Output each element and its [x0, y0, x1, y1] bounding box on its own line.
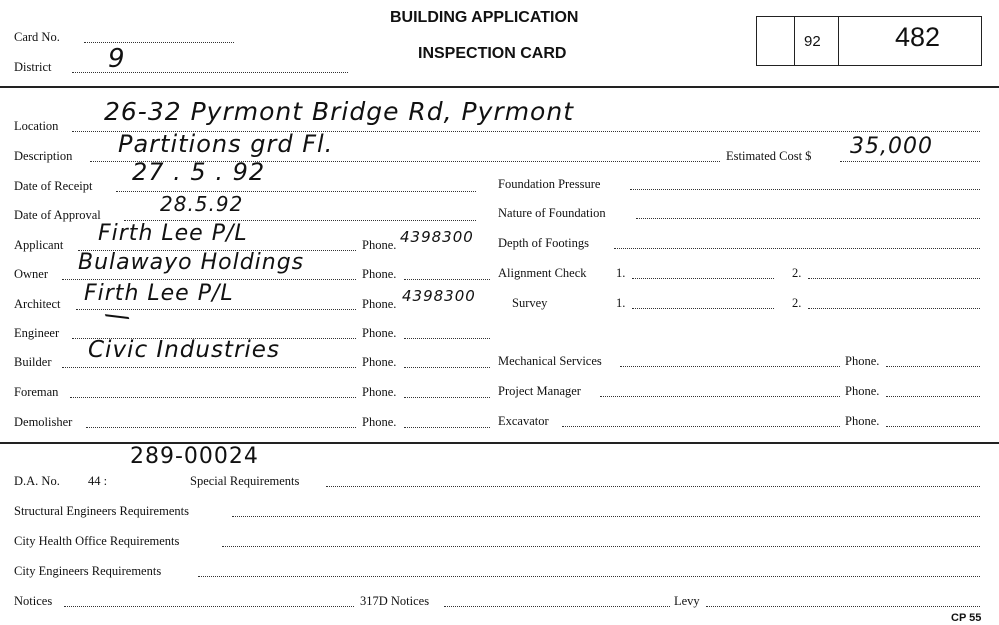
demolisher-field [86, 427, 356, 428]
estimated-cost-label: Estimated Cost $ [726, 149, 812, 163]
owner-value: Bulawayo Holdings [78, 250, 305, 275]
engineer-label: Engineer [14, 326, 60, 340]
notices-field [64, 606, 354, 607]
excavator-phone-label: Phone. [845, 414, 880, 428]
excavator-phone-field [886, 426, 980, 427]
builder-value: Civic Industries [88, 337, 280, 363]
alignment-item-1-label: 1. [616, 266, 626, 280]
survey-label: Survey [512, 296, 548, 310]
architect-phone-value: 4398300 [402, 287, 476, 305]
survey-item-1-label: 1. [616, 296, 626, 310]
date-receipt-label: Date of Receipt [14, 179, 93, 193]
card-title-line2: INSPECTION CARD [418, 45, 567, 62]
special-requirements-field [326, 486, 980, 487]
project-manager-field [600, 396, 840, 397]
da-number-prefix: 44 : [88, 474, 108, 488]
estimated-cost-value: 35,000 [850, 134, 933, 159]
survey-item-2-field [808, 308, 980, 309]
mechanical-services-field [620, 366, 840, 367]
applicant-label: Applicant [14, 238, 64, 252]
applicant-phone-label: Phone. [362, 238, 397, 252]
builder-field [62, 367, 356, 368]
box-divider-2 [838, 17, 839, 65]
special-requirements-label: Special Requirements [190, 474, 300, 488]
form-code: CP 55 [951, 612, 982, 624]
foreman-label: Foreman [14, 385, 59, 399]
foreman-phone-field [404, 397, 490, 398]
depth-footings-field [614, 248, 980, 249]
foundation-pressure-label: Foundation Pressure [498, 177, 601, 191]
owner-label: Owner [14, 267, 49, 281]
city-engineers-label: City Engineers Requirements [14, 564, 162, 578]
foreman-field [70, 397, 356, 398]
engineer-value: / [101, 307, 133, 327]
card-no-field [84, 42, 234, 43]
nature-foundation-field [636, 218, 980, 219]
notices-317d-label: 317D Notices [360, 594, 430, 608]
box-number: 482 [895, 22, 941, 52]
box-year: 92 [804, 33, 821, 50]
estimated-cost-field [840, 161, 980, 162]
mechanical-services-label: Mechanical Services [498, 354, 602, 368]
applicant-value: Firth Lee P/L [98, 221, 248, 246]
alignment-item-1-field [632, 278, 774, 279]
applicant-phone-value: 4398300 [400, 228, 474, 246]
architect-label: Architect [14, 297, 61, 311]
location-value: 26-32 Pyrmont Bridge Rd, Pyrmont [104, 97, 575, 126]
project-manager-phone-label: Phone. [845, 384, 880, 398]
demolisher-label: Demolisher [14, 415, 73, 429]
notices-label: Notices [14, 594, 53, 608]
architect-phone-label: Phone. [362, 297, 397, 311]
city-health-field [222, 546, 980, 547]
header-divider [0, 86, 999, 88]
architect-value: Firth Lee P/L [84, 281, 234, 306]
alignment-item-2-field [808, 278, 980, 279]
notices-317d-field [444, 606, 670, 607]
city-health-label: City Health Office Requirements [14, 534, 180, 548]
date-receipt-value: 27 . 5 . 92 [132, 158, 266, 186]
structural-engineers-field [232, 516, 980, 517]
excavator-label: Excavator [498, 414, 549, 428]
box-divider-1 [794, 17, 795, 65]
architect-field [76, 309, 356, 310]
survey-item-2-label: 2. [792, 296, 802, 310]
owner-phone-field [404, 279, 490, 280]
project-manager-label: Project Manager [498, 384, 581, 398]
levy-field [706, 606, 980, 607]
levy-label: Levy [674, 594, 700, 608]
builder-phone-field [404, 367, 490, 368]
da-number-label: D.A. No. [14, 474, 60, 488]
foundation-pressure-field [630, 189, 980, 190]
depth-footings-label: Depth of Footings [498, 236, 589, 250]
district-value: 9 [108, 44, 126, 74]
demolisher-phone-field [404, 427, 490, 428]
owner-field [62, 279, 356, 280]
da-number-value: 289-00024 [130, 444, 259, 469]
builder-label: Builder [14, 355, 52, 369]
demolisher-phone-label: Phone. [362, 415, 397, 429]
nature-foundation-label: Nature of Foundation [498, 206, 606, 220]
alignment-item-2-label: 2. [792, 266, 802, 280]
card-no-label: Card No. [14, 30, 60, 44]
description-value: Partitions grd Fl. [118, 130, 334, 158]
engineer-phone-field [404, 338, 490, 339]
survey-item-1-field [632, 308, 774, 309]
owner-phone-label: Phone. [362, 267, 397, 281]
description-label: Description [14, 149, 73, 163]
mechanical-phone-field [886, 366, 980, 367]
excavator-field [562, 426, 840, 427]
card-title-line1: BUILDING APPLICATION [390, 9, 579, 26]
structural-engineers-label: Structural Engineers Requirements [14, 504, 189, 518]
card-number-box [756, 16, 982, 66]
foreman-phone-label: Phone. [362, 385, 397, 399]
project-manager-phone-field [886, 396, 980, 397]
district-label: District [14, 60, 52, 74]
engineer-phone-label: Phone. [362, 326, 397, 340]
mechanical-phone-label: Phone. [845, 354, 880, 368]
date-approval-label: Date of Approval [14, 208, 101, 222]
builder-phone-label: Phone. [362, 355, 397, 369]
date-approval-value: 28.5.92 [160, 192, 244, 216]
city-engineers-field [198, 576, 980, 577]
alignment-check-label: Alignment Check [498, 266, 587, 280]
location-label: Location [14, 119, 59, 133]
